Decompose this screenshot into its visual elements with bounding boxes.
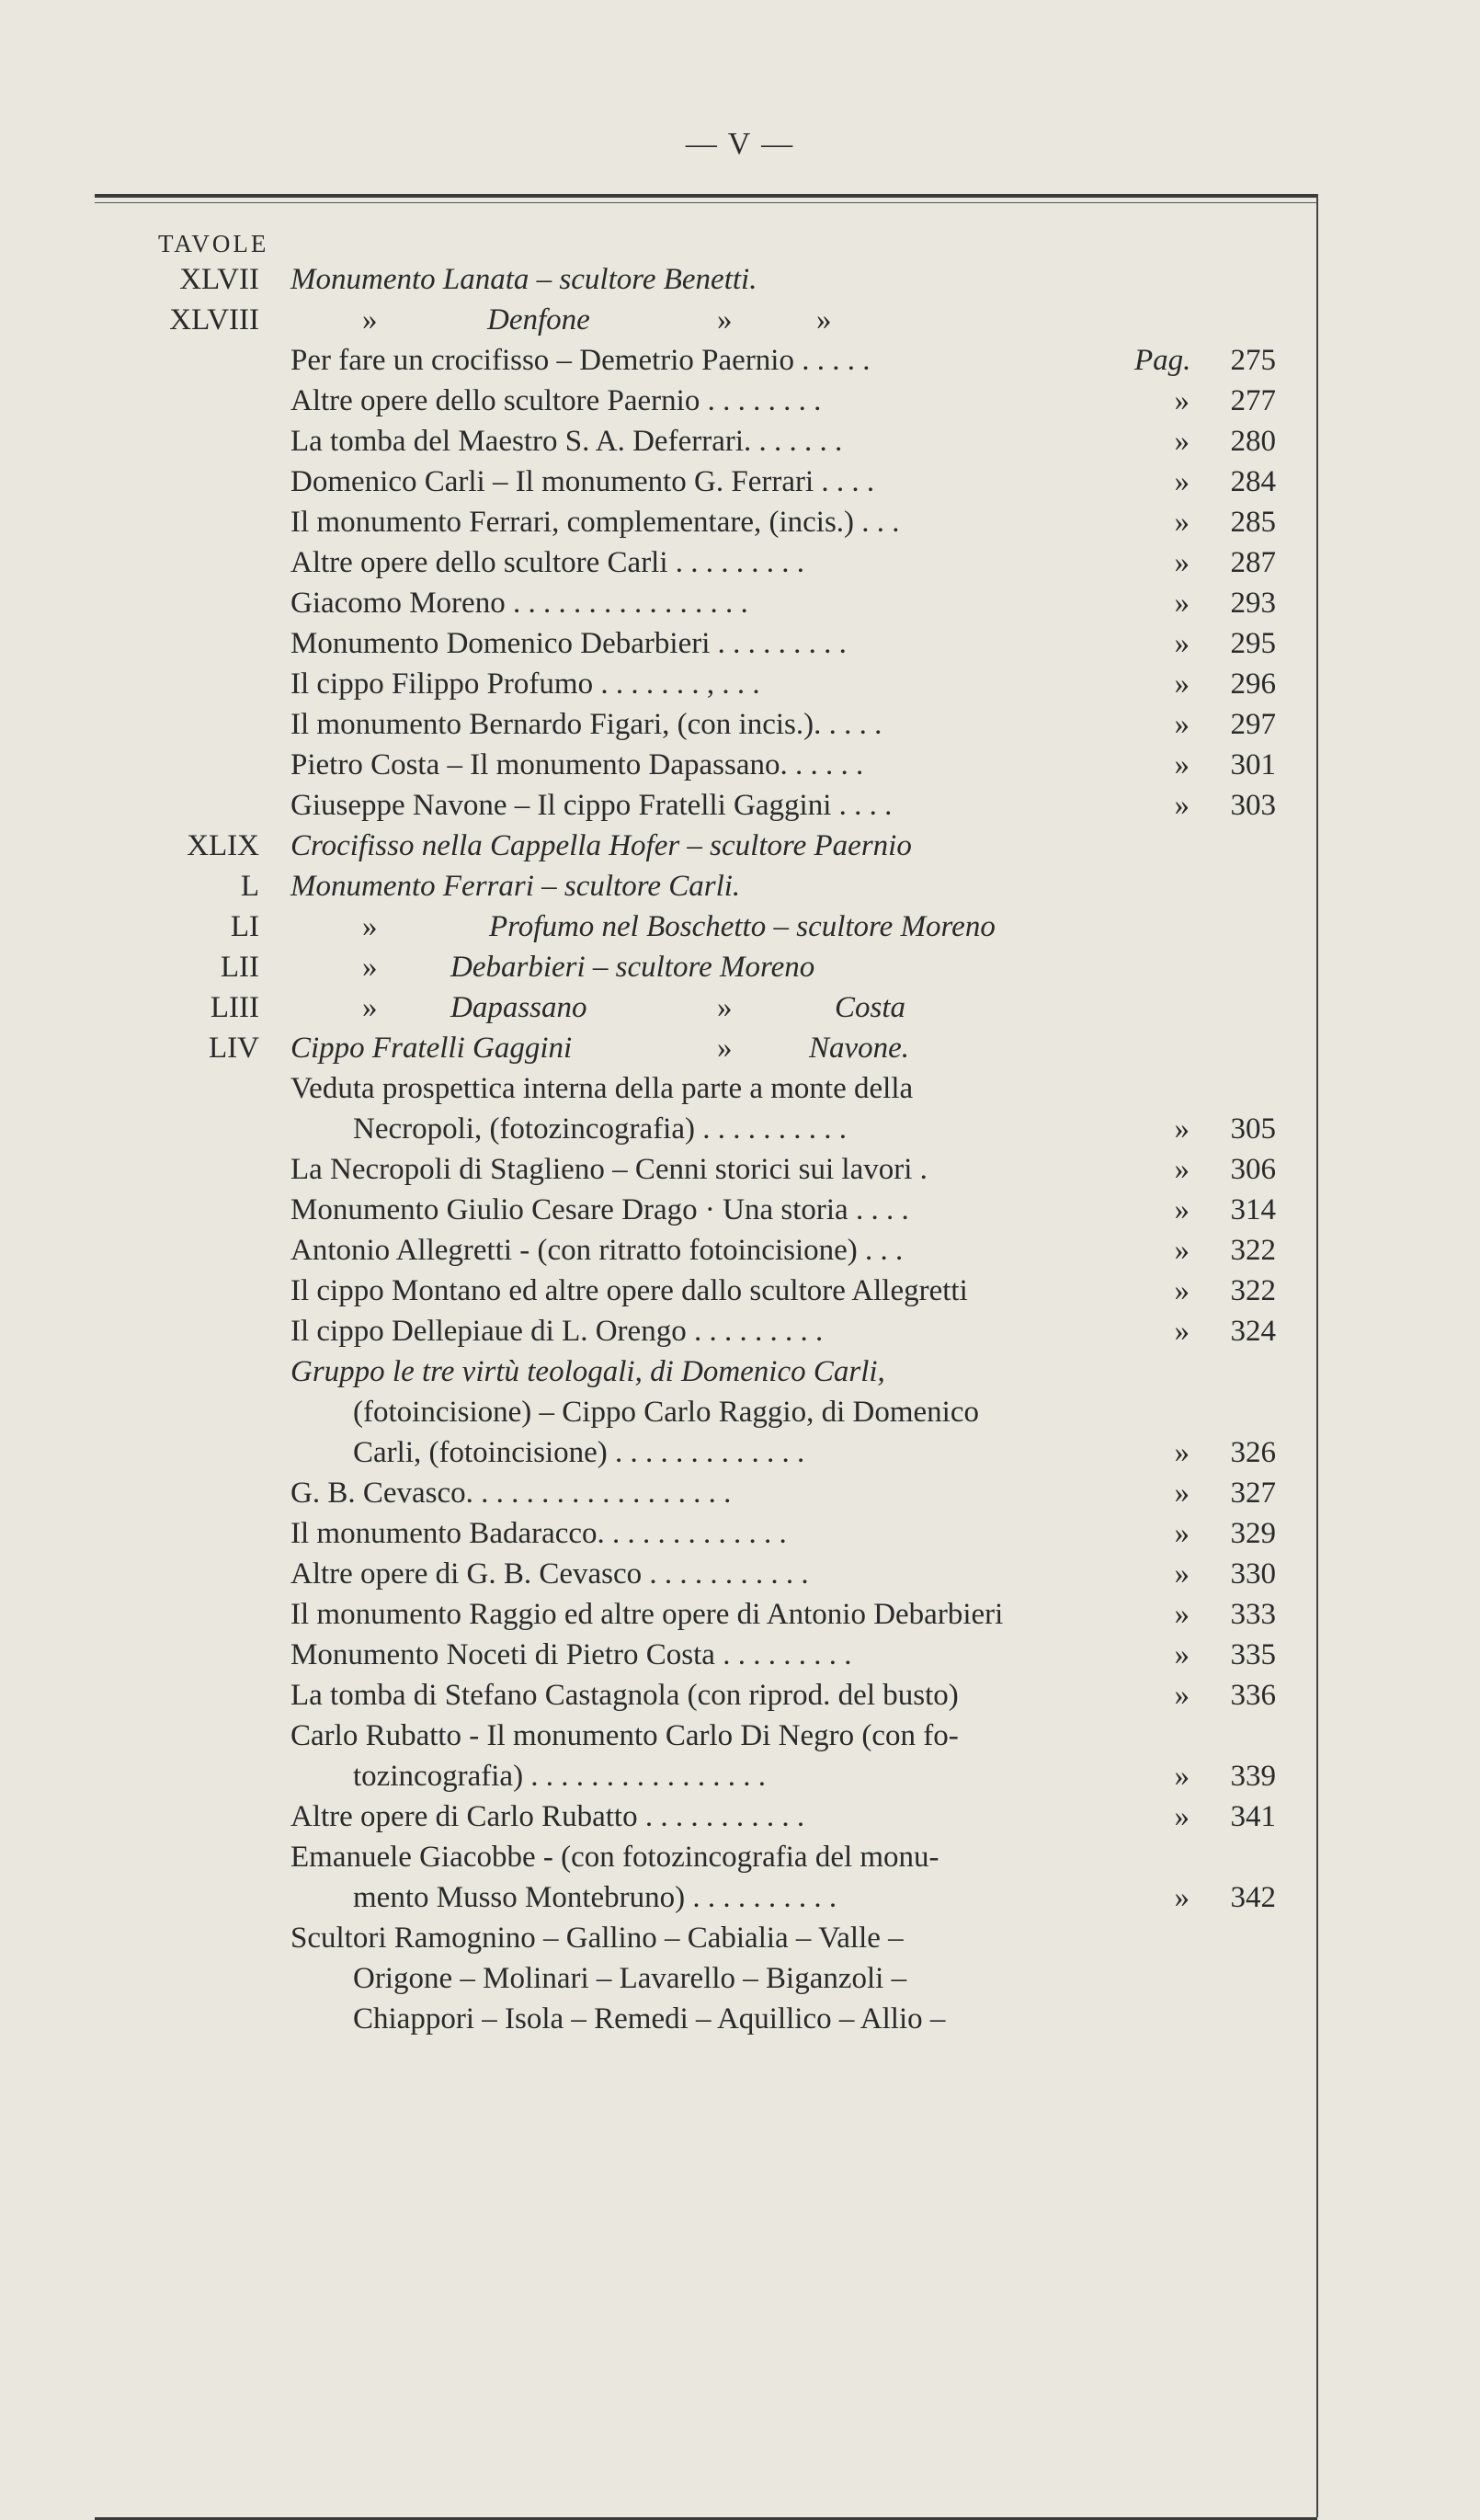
tavola-title: Crocifisso nella Cappella Hofer – scultore Paernio (290, 829, 912, 862)
page-ref: 305 (1230, 1112, 1276, 1146)
toc-entry (0, 745, 1480, 785)
page-ref: 327 (1230, 1477, 1276, 1510)
entry-title: Il cippo Filippo Profumo . . . . . . . , . . . (290, 667, 760, 701)
toc-entry (0, 1513, 1480, 1554)
entry-title: tozincografia) . . . . . . . . . . . . . . . . (353, 1760, 767, 1793)
tavola-code: L (240, 870, 259, 903)
tavola-title: Debarbieri – scultore Moreno (450, 951, 815, 984)
page-ref: 322 (1230, 1274, 1276, 1307)
toc-entry (0, 381, 1480, 421)
tavola-code: LI (230, 910, 259, 943)
toc-entry (0, 1675, 1480, 1716)
toc-entry (0, 1554, 1480, 1594)
ditto-mark: » (362, 303, 378, 336)
page-marker: » (1174, 1598, 1190, 1631)
entry-title: Altre opere di Carlo Rubatto . . . . . . . . . . . (290, 1800, 805, 1833)
toc-entry (0, 1190, 1480, 1230)
entry-title: Scultori Ramognino – Gallino – Cabialia – Valle – (290, 1921, 904, 1955)
toc-entry (0, 1716, 1480, 1756)
page-ref: 295 (1230, 627, 1276, 660)
tavola-title: Monumento Lanata – scultore Benetti. (290, 263, 757, 296)
entry-title: (fotoincisione) – Cippo Carlo Raggio, di Domenico (353, 1396, 979, 1429)
tavole-header: TAVOLE (158, 230, 269, 257)
page-ref: 330 (1230, 1557, 1276, 1591)
toc-entry (0, 421, 1480, 462)
page-ref: 287 (1230, 546, 1276, 579)
toc-entry (0, 1877, 1480, 1918)
entry-title: Monumento Noceti di Pietro Costa . . . . . . . . . (290, 1638, 852, 1671)
tavola-title: Costa (835, 991, 906, 1024)
toc-entry (0, 1149, 1480, 1190)
page-marker: » (1174, 1234, 1190, 1267)
page-marker: » (1174, 708, 1190, 741)
entry-title: Origone – Molinari – Lavarello – Biganzoli – (353, 1962, 907, 1995)
tavola-row (0, 907, 1480, 947)
tavola-code: XLIX (187, 829, 259, 862)
page-marker: » (1174, 1517, 1190, 1550)
toc-entry (0, 1311, 1480, 1351)
tavola-row (0, 987, 1480, 1028)
entry-title: Necropoli, (fotozincografia) . . . . . . . . . . (353, 1112, 847, 1146)
entry-title: Giuseppe Navone – Il cippo Fratelli Gaggini . . . . (290, 789, 893, 822)
entry-title: Carli, (fotoincisione) . . . . . . . . . . . . . (353, 1436, 805, 1469)
toc-entry (0, 623, 1480, 664)
entry-title: Monumento Domenico Debarbieri . . . . . . . . . (290, 627, 847, 660)
entry-title: Il cippo Montano ed altre opere dallo scultore Allegretti (290, 1274, 968, 1307)
page-marker: » (1174, 1638, 1190, 1671)
tavola-row (0, 300, 1480, 340)
tavola-title: Dapassano (450, 991, 587, 1024)
ditto-mark: » (362, 910, 378, 943)
page-marker: » (1174, 546, 1190, 579)
tavola-code: LIV (209, 1032, 259, 1065)
page-marker: » (1174, 1679, 1190, 1712)
entry-title: Gruppo le tre virtù teologali, di Domenico Carli, (290, 1355, 885, 1388)
page-ref: 277 (1230, 384, 1276, 417)
page-ref: 280 (1230, 425, 1276, 458)
toc-entry (0, 1837, 1480, 1877)
page-ref: 275 (1230, 344, 1276, 377)
entry-title: Chiappori – Isola – Remedi – Aquillico – Allio – (353, 2002, 946, 2035)
toc-entry (0, 1999, 1480, 2039)
ditto-mark: » (816, 303, 832, 336)
toc-entry (0, 1756, 1480, 1796)
entry-title: Altre opere dello scultore Carli . . . . . . . . . (290, 546, 805, 579)
toc-entry (0, 1594, 1480, 1635)
toc-entry (0, 704, 1480, 745)
ditto-mark: » (362, 951, 378, 984)
toc-entry (0, 1392, 1480, 1432)
toc-entry (0, 1796, 1480, 1837)
page-marker: » (1174, 1193, 1190, 1226)
tavola-code: XLVIII (169, 303, 259, 336)
page-ref: 341 (1230, 1800, 1276, 1833)
page-marker: » (1174, 1315, 1190, 1348)
page-marker: » (1174, 465, 1190, 498)
ditto-mark: » (362, 991, 378, 1024)
tavola-row (0, 947, 1480, 987)
entry-title: Carlo Rubatto - Il monumento Carlo Di Negro (con fo- (290, 1719, 959, 1752)
tavola-title: Cippo Fratelli Gaggini (290, 1032, 573, 1065)
page-marker: » (1174, 789, 1190, 822)
toc-entry (0, 462, 1480, 502)
entry-title: Il monumento Raggio ed altre opere di Antonio Debarbieri (290, 1598, 1004, 1631)
entry-title: Altre opere di G. B. Cevasco . . . . . . . . . . . (290, 1557, 809, 1591)
tavola-title: Profumo nel Boschetto – scultore Moreno (489, 910, 996, 943)
entry-title: Per fare un crocifisso – Demetrio Paernio . . . . . (290, 344, 871, 377)
page-ref: 324 (1230, 1315, 1276, 1348)
toc-entry (0, 542, 1480, 583)
toc-entry (0, 1109, 1480, 1149)
page-ref: 335 (1230, 1638, 1276, 1671)
tavola-code: XLVII (179, 263, 259, 296)
page-ref: 297 (1230, 708, 1276, 741)
entry-title: G. B. Cevasco. . . . . . . . . . . . . . . . . . (290, 1477, 732, 1510)
toc-entry (0, 1230, 1480, 1271)
page-ref: 322 (1230, 1234, 1276, 1267)
entry-title: Giacomo Moreno . . . . . . . . . . . . . . . . (290, 587, 748, 620)
page-marker: » (1174, 1881, 1190, 1914)
tavola-code: LIII (210, 991, 259, 1024)
toc-entry (0, 502, 1480, 542)
toc-entry (0, 583, 1480, 623)
toc-entry (0, 1068, 1480, 1109)
tavola-row (0, 866, 1480, 907)
page-marker: » (1174, 587, 1190, 620)
page-ref: 296 (1230, 667, 1276, 701)
toc-entry (0, 1473, 1480, 1513)
ditto-mark: » (717, 1032, 733, 1065)
toc-entry (0, 785, 1480, 826)
toc-entry (0, 1271, 1480, 1311)
page-marker: » (1174, 667, 1190, 701)
ditto-mark: » (717, 303, 733, 336)
page-marker: » (1174, 627, 1190, 660)
entry-title: Antonio Allegretti - (con ritratto fotoincisione) . . . (290, 1234, 904, 1267)
tavola-title: Monumento Ferrari – scultore Carli. (290, 870, 741, 903)
tavola-title: Denfone (487, 303, 590, 336)
entry-title: Il monumento Ferrari, complementare, (incis.) . . . (290, 506, 900, 539)
tavola-row (0, 826, 1480, 866)
entry-title: Pietro Costa – Il monumento Dapassano. . . . . . (290, 748, 864, 781)
page-ref: 285 (1230, 506, 1276, 539)
page-marker: » (1174, 1153, 1190, 1186)
page-marker: » (1174, 1477, 1190, 1510)
page-marker: » (1174, 425, 1190, 458)
page-ref: 339 (1230, 1760, 1276, 1793)
page-marker: » (1174, 1436, 1190, 1469)
tavola-row (0, 259, 1480, 300)
entry-title: Veduta prospettica interna della parte a monte della (290, 1072, 914, 1105)
entry-title: La tomba di Stefano Castagnola (con riprod. del busto) (290, 1679, 959, 1712)
page-marker: » (1174, 506, 1190, 539)
toc-entry (0, 664, 1480, 704)
entry-title: La Necropoli di Staglieno – Cenni storici sui lavori . (290, 1153, 928, 1186)
toc-entry (0, 1351, 1480, 1392)
page-marker: » (1174, 384, 1190, 417)
entry-title: Emanuele Giacobbe - (con fotozincografia del monu- (290, 1841, 939, 1874)
page-marker: » (1174, 1112, 1190, 1146)
entry-title: Monumento Giulio Cesare Drago · Una storia . . . . (290, 1193, 909, 1226)
toc-entry (0, 1432, 1480, 1473)
page-ref: 336 (1230, 1679, 1276, 1712)
tavola-title: Navone. (809, 1032, 910, 1065)
entry-title: Domenico Carli – Il monumento G. Ferrari . . . . (290, 465, 875, 498)
ditto-mark: » (717, 991, 733, 1024)
page-number: — V — (685, 127, 795, 161)
page-ref: 342 (1230, 1881, 1276, 1914)
page-marker: » (1174, 1557, 1190, 1591)
toc-entry (0, 1918, 1480, 1958)
tavola-code: LII (220, 951, 259, 984)
page-ref: 284 (1230, 465, 1276, 498)
toc-entry (0, 1635, 1480, 1675)
entry-title: La tomba del Maestro S. A. Deferrari. . . . . . . (290, 425, 843, 458)
page-ref: 301 (1230, 748, 1276, 781)
page-ref: 293 (1230, 587, 1276, 620)
page-marker: Pag. (1134, 344, 1191, 377)
entry-title: Il cippo Dellepiaue di L. Orengo . . . . . . . . . (290, 1315, 824, 1348)
page-ref: 329 (1230, 1517, 1276, 1550)
page-ref: 333 (1230, 1598, 1276, 1631)
entry-title: mento Musso Montebruno) . . . . . . . . . . (353, 1881, 837, 1914)
toc-entry (0, 1958, 1480, 1999)
entry-title: Il monumento Badaracco. . . . . . . . . . . . . (290, 1517, 787, 1550)
page-marker: » (1174, 748, 1190, 781)
page-marker: » (1174, 1760, 1190, 1793)
page-ref: 303 (1230, 789, 1276, 822)
toc-entry (0, 340, 1480, 381)
entry-title: Altre opere dello scultore Paernio . . . . . . . . (290, 384, 822, 417)
top-rule-thin (95, 202, 1317, 203)
page-marker: » (1174, 1800, 1190, 1833)
page-marker: » (1174, 1274, 1190, 1307)
page-ref: 306 (1230, 1153, 1276, 1186)
top-rule (95, 194, 1317, 198)
entry-title: Il monumento Bernardo Figari, (con incis.). . . . . (290, 708, 882, 741)
page-ref: 314 (1230, 1193, 1276, 1226)
page-ref: 326 (1230, 1436, 1276, 1469)
tavola-row (0, 1028, 1480, 1068)
